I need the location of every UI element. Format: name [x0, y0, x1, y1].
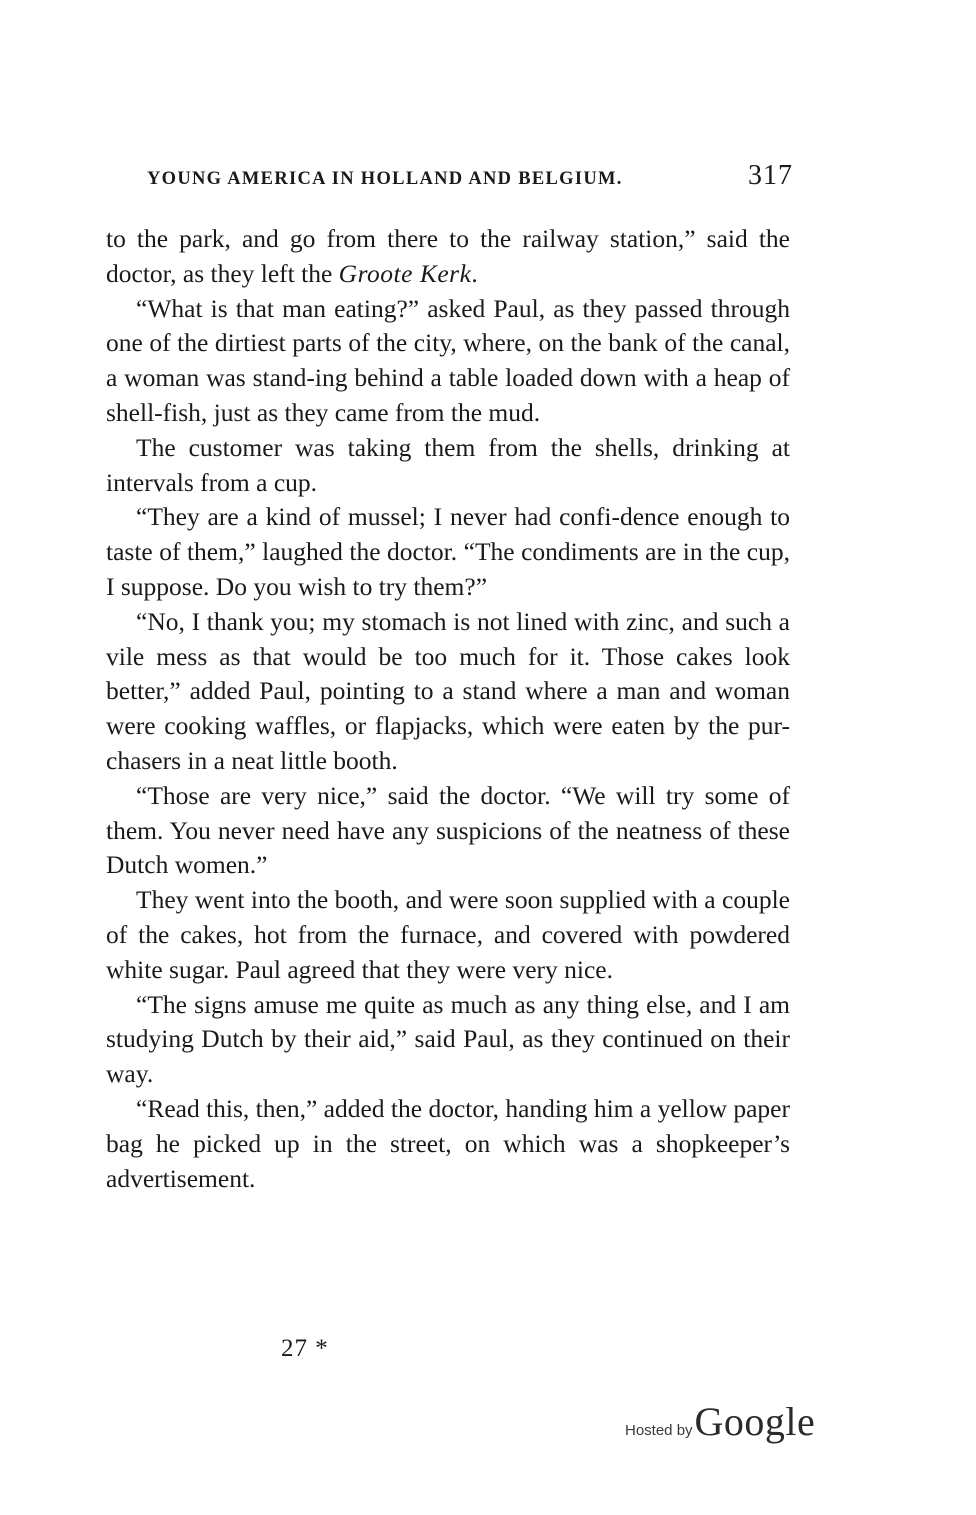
- text-run: “What is that man eating?” asked Paul, as they passed through one of the dirtiest parts of the city, where, on the bank of the canal, a woman was stand-ing behind a table loaded down with a heap of shell-fish, just as they came from the mud.: [106, 293, 790, 427]
- text-run: They went into the booth, and were soon supplied with a couple of the cakes, hot from the furnace, and covered with powdered white sugar. Paul agreed that they were very nice.: [106, 885, 790, 984]
- paragraph: [106, 292, 790, 431]
- running-head: [147, 160, 793, 192]
- paragraph: [106, 431, 790, 501]
- watermark-brand-logo: Google: [694, 1399, 816, 1444]
- paragraph: [106, 222, 790, 292]
- text-run: “The signs amuse me quite as much as any thing else, and I am studying Dutch by their aid,” said Paul, as they continued on their way.: [106, 989, 790, 1089]
- body-text: [106, 222, 790, 1196]
- text-run: “Read this, then,” added the doctor, handing him a yellow paper bag he picked up in the street, on which was a shopkeeper’s advertisement.: [106, 1093, 790, 1193]
- paragraph: [106, 500, 790, 604]
- text-run: The customer was taking them from the shells, drinking at intervals from a cup.: [106, 432, 790, 497]
- page-number: 317: [748, 160, 793, 191]
- signature-mark: 27 *: [281, 1335, 329, 1362]
- text-run: “No, I thank you; my stomach is not lined with zinc, and such a vile mess as that would be too much for it. Those cakes look better,” added Paul, pointing to a stand where a man and woman were cooking waffles, or flapjacks, which were eaten by the pur-chasers in a neat little booth.: [106, 606, 790, 775]
- paragraph: [106, 605, 790, 779]
- italic-phrase: Groote Kerk: [338, 258, 472, 288]
- watermark-hosted-label: Hosted by: [625, 1422, 693, 1439]
- hosted-by-watermark: [625, 1398, 815, 1445]
- paragraph: [106, 883, 790, 987]
- text-run: “They are a kind of mussel; I never had confi-dence enough to taste of them,” laughed the doctor. “The condiments are in the cup, I suppose. Do you wish to try them?”: [106, 502, 790, 601]
- paragraph: [106, 779, 790, 883]
- running-title: YOUNG AMERICA IN HOLLAND AND BELGIUM.: [147, 169, 623, 189]
- paragraph: [106, 988, 790, 1092]
- text-run: .: [471, 258, 478, 288]
- text-run: to the park, and go from there to the railway station,” said the doctor, as they left the: [106, 224, 790, 288]
- paragraph: [106, 1092, 790, 1196]
- text-run: “Those are very nice,” said the doctor. “We will try some of them. You never need have any suspicions of the neatness of these Dutch women.”: [106, 780, 790, 880]
